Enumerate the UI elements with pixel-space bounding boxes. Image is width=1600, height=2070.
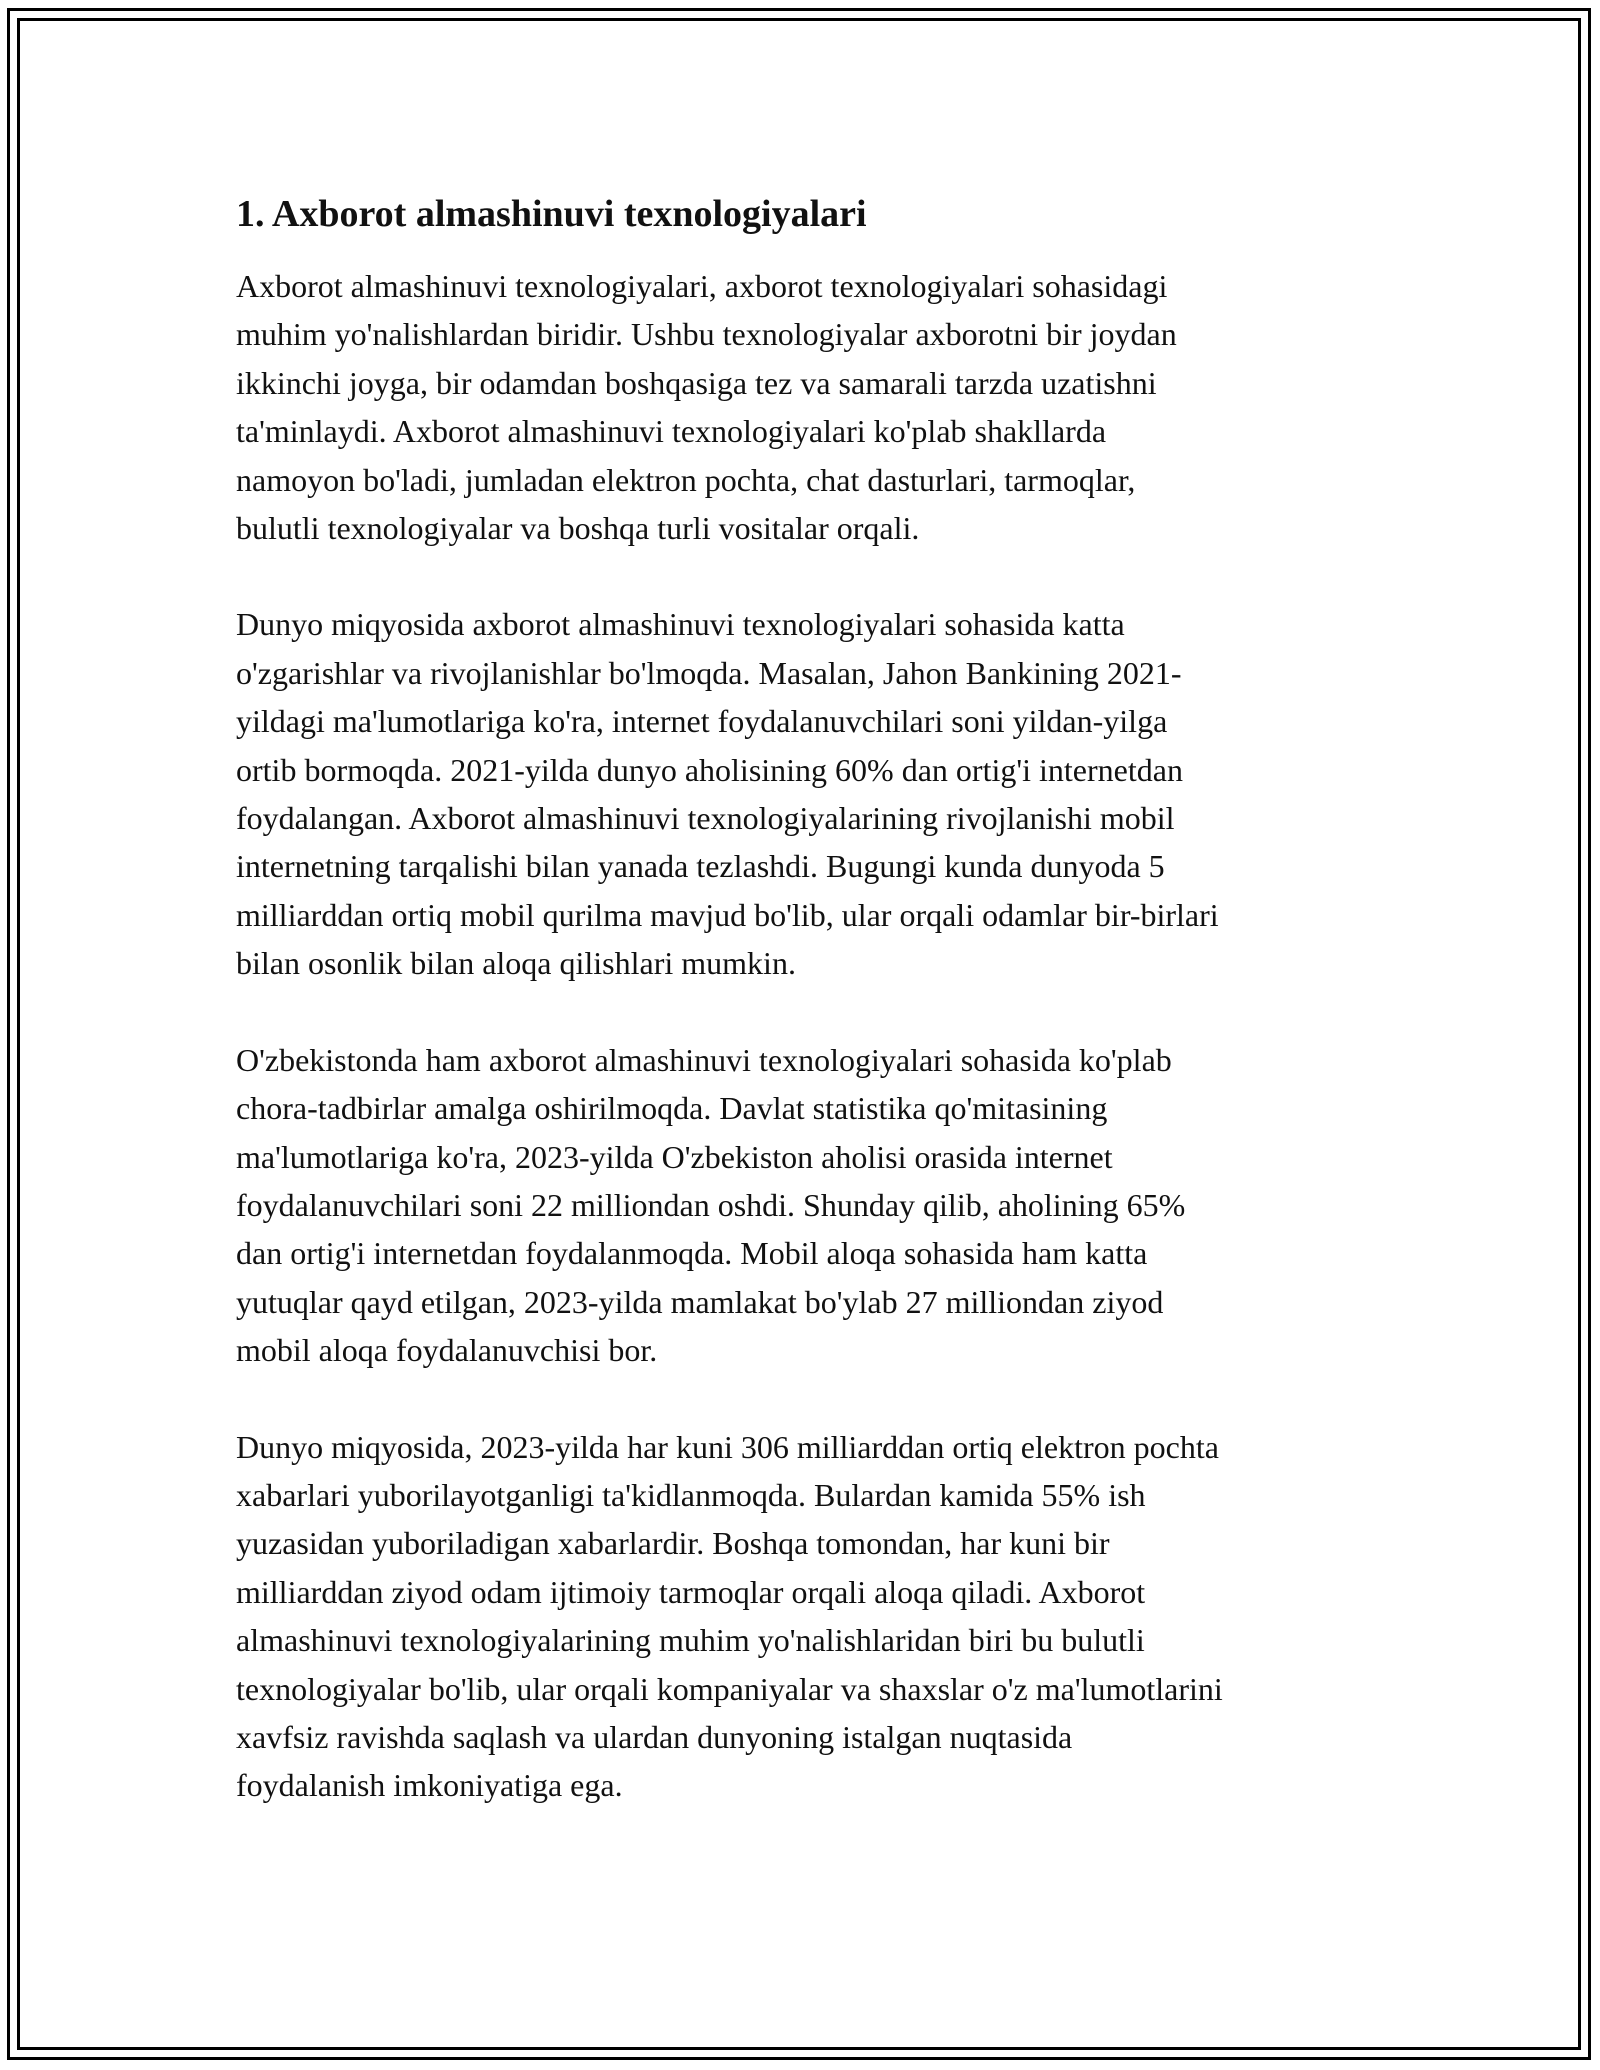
paragraph-line: chora-tadbirlar amalga oshirilmoqda. Davlat statistika qo'mitasining [236, 1090, 1108, 1127]
paragraph-line: xabarlari yuborilayotganligi ta'kidlanmoqda. Bulardan kamida 55% ish [236, 1476, 1146, 1513]
paragraph-line: O'zbekistonda ham axborot almashinuvi texnologiyalari sohasida ko'plab [236, 1041, 1172, 1078]
paragraph-line: almashinuvi texnologiyalarining muhim yo'nalishlaridan biri bu bulutli [236, 1622, 1145, 1659]
paragraph-line: xavfsiz ravishda saqlash va ulardan dunyoning istalgan nuqtasida [236, 1718, 1073, 1755]
paragraph-line: bulutli texnologiyalar va boshqa turli vositalar orqali. [236, 510, 920, 547]
paragraph [236, 600, 1376, 987]
paragraph [236, 262, 1376, 552]
paragraph-line: ma'lumotlariga ko'ra, 2023-yilda O'zbekiston aholisi orasida internet [236, 1138, 1113, 1175]
paragraph [236, 1036, 1376, 1375]
paragraph-line: foydalanuvchilari soni 22 milliondan oshdi. Shunday qilib, aholining 65% [236, 1186, 1186, 1223]
paragraph-line: Dunyo miqyosida, 2023-yilda har kuni 306 milliarddan ortiq elektron pochta [236, 1428, 1219, 1465]
paragraph-line: dan ortig'i internetdan foydalanmoqda. Mobil aloqa sohasida ham katta [236, 1235, 1148, 1272]
paragraph-line: ortib bormoqda. 2021-yilda dunyo aholisining 60% dan ortig'i internetdan [236, 751, 1183, 788]
paragraph-line: Axborot almashinuvi texnologiyalari, axborot texnologiyalari sohasidagi [236, 268, 1168, 304]
paragraph-line: namoyon bo'ladi, jumladan elektron pochta, chat dasturlari, tarmoqlar, [236, 461, 1136, 498]
paragraph-line: yutuqlar qayd etilgan, 2023-yilda mamlakat bo'ylab 27 milliondan ziyod [236, 1283, 1164, 1320]
paragraph-line: ikkinchi joyga, bir odamdan boshqasiga tez va samarali tarzda uzatishni [236, 364, 1157, 401]
paragraph-line: muhim yo'nalishlardan biridir. Ushbu texnologiyalar axborotni bir joydan [236, 316, 1177, 353]
paragraph-line: internetning tarqalishi bilan yanada tezlashdi. Bugungi kunda dunyoda 5 [236, 848, 1165, 885]
paragraph-line: bilan osonlik bilan aloqa qilishlari mumkin. [236, 945, 796, 982]
paragraph [236, 1423, 1376, 1810]
paragraph-line: texnologiyalar bo'lib, ular orqali kompaniyalar va shaxslar o'z ma'lumotlarini [236, 1670, 1223, 1707]
paragraph-line: Dunyo miqyosida axborot almashinuvi texnologiyalari sohasida katta [236, 606, 1125, 643]
paragraph-line: yildagi ma'lumotlariga ko'ra, internet foydalanuvchilari soni yildan-yilga [236, 703, 1168, 740]
paragraph-line: o'zgarishlar va rivojlanishlar bo'lmoqda. Masalan, Jahon Bankining 2021- [236, 654, 1182, 691]
section-heading: 1. Axborot almashinuvi texnologiyalari [236, 193, 867, 235]
paragraph-line: milliarddan ortiq mobil qurilma mavjud bo'lib, ular orqali odamlar bir-birlari [236, 896, 1219, 933]
paragraph-list [236, 262, 1376, 1810]
document-body [236, 188, 1376, 1858]
paragraph-line: mobil aloqa foydalanuvchisi bor. [236, 1332, 658, 1369]
paragraph-line: foydalanish imkoniyatiga ega. [236, 1767, 623, 1804]
paragraph-line: foydalangan. Axborot almashinuvi texnologiyalarining rivojlanishi mobil [236, 800, 1175, 837]
paragraph-line: yuzasidan yuboriladigan xabarlardir. Boshqa tomondan, har kuni bir [236, 1525, 1110, 1562]
paragraph-line: milliarddan ziyod odam ijtimoiy tarmoqlar orqali aloqa qiladi. Axborot [236, 1573, 1146, 1610]
paragraph-line: ta'minlaydi. Axborot almashinuvi texnologiyalari ko'plab shakllarda [236, 413, 1107, 450]
